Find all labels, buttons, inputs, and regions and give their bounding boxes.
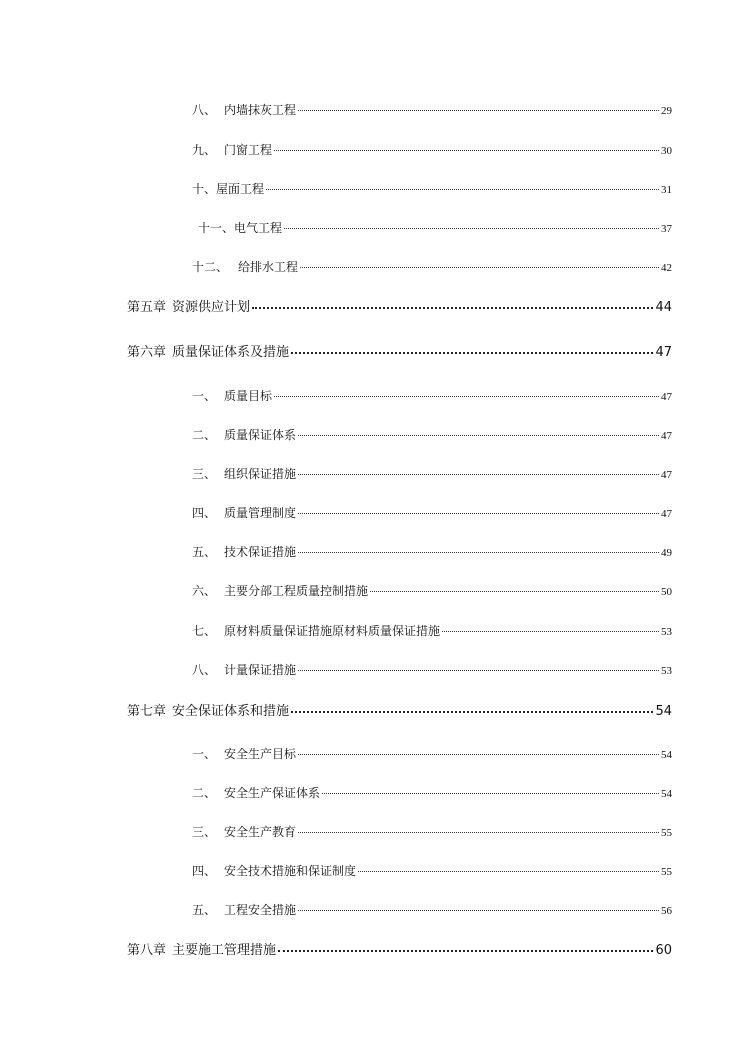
toc-entry[interactable] — [192, 426, 672, 443]
toc-page-number: 29 — [661, 105, 672, 117]
dot-leader — [278, 950, 653, 952]
toc-title: 安全生产目标 — [224, 747, 297, 761]
toc-title: 质量保证体系 — [224, 428, 297, 442]
toc-chapter-entry[interactable] — [127, 341, 672, 360]
dot-leader — [284, 228, 659, 229]
dot-leader — [274, 150, 659, 151]
dot-leader — [298, 474, 659, 475]
toc-chapter-entry[interactable] — [127, 296, 672, 315]
toc-number: 五、 — [192, 545, 217, 559]
toc-title: 计量保证措施 — [224, 663, 297, 677]
toc-entry[interactable] — [192, 504, 672, 521]
toc-title: 主要分部工程质量控制措施 — [224, 584, 369, 598]
toc-entry[interactable] — [192, 622, 672, 639]
toc-chapter-title: 安全保证体系和措施 — [172, 704, 290, 719]
toc-chapter-number: 第七章 — [127, 704, 167, 719]
dot-leader — [370, 591, 659, 592]
toc-page-number: 54 — [661, 749, 672, 761]
toc-page-number: 55 — [661, 866, 672, 878]
toc-entry[interactable] — [192, 465, 672, 482]
toc-number: 一、 — [192, 389, 217, 403]
toc-title: 安全生产保证体系 — [224, 786, 321, 800]
toc-title: 工程安全措施 — [224, 903, 297, 917]
toc-page-number: 47 — [661, 391, 672, 403]
toc-number: 二、 — [192, 786, 217, 800]
toc-number: 十一、 — [198, 221, 235, 235]
toc-chapter-title: 质量保证体系及措施 — [172, 345, 290, 360]
toc-page-number: 37 — [661, 223, 672, 235]
toc-chapter-number: 第八章 — [127, 943, 167, 958]
toc-title: 质量目标 — [224, 389, 273, 403]
toc-entry[interactable] — [192, 823, 672, 840]
toc-entry[interactable] — [192, 745, 672, 762]
toc-page-number: 47 — [655, 345, 672, 360]
toc-number: 七、 — [192, 624, 217, 638]
toc-page-number: 47 — [661, 430, 672, 442]
toc-title: 屋面工程 — [216, 182, 265, 196]
toc-page-number: 49 — [661, 547, 672, 559]
toc-chapter-title: 资源供应计划 — [172, 300, 251, 315]
toc-page-number: 60 — [655, 943, 672, 958]
dot-leader — [291, 352, 653, 354]
dot-leader — [298, 110, 659, 111]
toc-page-number: 53 — [661, 665, 672, 677]
dot-leader — [298, 754, 659, 755]
toc-title: 技术保证措施 — [224, 545, 297, 559]
toc-entry[interactable] — [192, 901, 672, 918]
toc-page-number: 47 — [661, 508, 672, 520]
toc-chapter-number: 第五章 — [127, 300, 167, 315]
toc-chapter-title: 主要施工管理措施 — [172, 943, 277, 958]
dot-leader — [274, 396, 659, 397]
toc-number: 二、 — [192, 428, 217, 442]
toc-entry[interactable] — [192, 258, 672, 275]
toc-entry[interactable] — [192, 180, 672, 197]
toc-entry[interactable] — [192, 101, 672, 118]
toc-page-number: 47 — [661, 469, 672, 481]
dot-leader — [291, 711, 653, 713]
toc-entry[interactable] — [192, 661, 672, 678]
toc-chapter-number: 第六章 — [127, 345, 167, 360]
toc-number: 八、 — [192, 663, 217, 677]
dot-leader — [266, 189, 659, 190]
toc-title: 门窗工程 — [224, 143, 273, 157]
toc-number: 九、 — [192, 143, 217, 157]
toc-number: 一、 — [192, 747, 217, 761]
toc-number: 四、 — [192, 506, 217, 520]
toc-title: 安全生产教育 — [224, 825, 297, 839]
toc-entry[interactable] — [192, 141, 672, 158]
toc-entry[interactable] — [192, 387, 672, 404]
toc-chapter-entry[interactable] — [127, 700, 672, 719]
dot-leader — [298, 670, 659, 671]
dot-leader — [442, 631, 659, 632]
toc-title: 安全技术措施和保证制度 — [224, 864, 357, 878]
dot-leader — [358, 871, 659, 872]
toc-number: 十二、 — [192, 260, 229, 274]
dot-leader — [298, 435, 659, 436]
toc-number: 三、 — [192, 467, 217, 481]
toc-title: 内墙抹灰工程 — [224, 103, 297, 117]
toc-page-number: 44 — [655, 300, 672, 315]
toc-title: 电气工程 — [234, 221, 283, 235]
toc-page-number: 54 — [661, 788, 672, 800]
toc-number: 五、 — [192, 903, 217, 917]
toc-page-number: 53 — [661, 626, 672, 638]
toc-number: 四、 — [192, 864, 217, 878]
dot-leader — [298, 832, 659, 833]
toc-page-number: 42 — [661, 262, 672, 274]
toc-number: 六、 — [192, 584, 217, 598]
dot-leader — [298, 552, 659, 553]
toc-entry[interactable] — [192, 862, 672, 879]
dot-leader — [300, 267, 659, 268]
toc-number: 八、 — [192, 103, 217, 117]
toc-entry[interactable] — [192, 784, 672, 801]
toc-number: 十、 — [192, 182, 217, 196]
toc-page-number: 50 — [661, 586, 672, 598]
toc-title: 给排水工程 — [238, 260, 299, 274]
toc-page-number: 54 — [655, 704, 672, 719]
toc-page-number: 56 — [661, 905, 672, 917]
dot-leader — [322, 793, 659, 794]
toc-entry[interactable] — [192, 582, 672, 599]
toc-title: 组织保证措施 — [224, 467, 297, 481]
toc-page-number: 30 — [661, 145, 672, 157]
toc-number: 三、 — [192, 825, 217, 839]
toc-title: 质量管理制度 — [224, 506, 297, 520]
toc-page-number: 55 — [661, 827, 672, 839]
dot-leader — [298, 513, 659, 514]
toc-page-number: 31 — [661, 184, 672, 196]
toc-entry[interactable] — [198, 219, 672, 236]
dot-leader — [252, 307, 653, 309]
toc-chapter-entry[interactable] — [127, 939, 672, 958]
toc-title: 原材料质量保证措施原材料质量保证措施 — [224, 624, 441, 638]
dot-leader — [298, 910, 659, 911]
toc-entry[interactable] — [192, 543, 672, 560]
